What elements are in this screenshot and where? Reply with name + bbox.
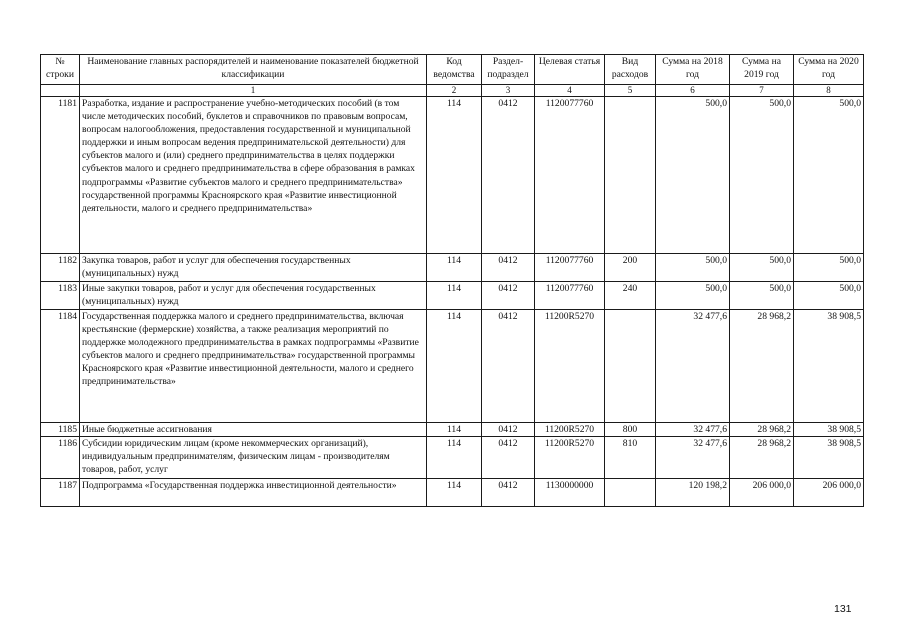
target-item: 11200R5270 (535, 310, 605, 423)
table-row (41, 479, 864, 507)
row-number: 1187 (41, 479, 80, 507)
expense-kind: 240 (605, 282, 656, 310)
sum-2020: 38 908,5 (794, 437, 864, 479)
dept-code: 114 (427, 479, 482, 507)
section-code: 0412 (482, 254, 535, 282)
expense-kind (605, 479, 656, 507)
page-number: 131 (834, 603, 852, 615)
row-name: Иные бюджетные ассигнования (80, 423, 427, 437)
sum-2019: 28 968,2 (730, 310, 794, 423)
table-row (41, 423, 864, 437)
table-row (41, 97, 864, 254)
dept-code: 114 (427, 97, 482, 254)
sum-2018: 32 477,6 (656, 423, 730, 437)
header-sum-2018: Сумма на 2018 год (656, 55, 730, 85)
table-row (41, 437, 864, 479)
column-number: 3 (482, 85, 535, 97)
budget-table (40, 54, 864, 507)
target-item: 11200R5270 (535, 437, 605, 479)
sum-2018: 500,0 (656, 282, 730, 310)
expense-kind: 200 (605, 254, 656, 282)
row-number: 1183 (41, 282, 80, 310)
sum-2018: 500,0 (656, 97, 730, 254)
header-section: Раздел-подраздел (482, 55, 535, 85)
header-sum-2020: Сумма на 2020 год (794, 55, 864, 85)
sum-2019: 500,0 (730, 254, 794, 282)
row-name: Государственная поддержка малого и среднего предпринимательства, включая крестьянские (фермерские) хозяйства, а также реализация мероприятий по поддержке молодежного предпринимательства в рамках подпрограммы «Развитие субъектов малого и среднего предпринимательства» государственной программы Красноярского края «Развитие инвестиционной деятельности, малого и среднего предпринимательства» (80, 310, 427, 423)
row-number: 1184 (41, 310, 80, 423)
row-number: 1186 (41, 437, 80, 479)
dept-code: 114 (427, 437, 482, 479)
column-number: 1 (80, 85, 427, 97)
sum-2019: 500,0 (730, 282, 794, 310)
row-number: 1185 (41, 423, 80, 437)
row-number: 1182 (41, 254, 80, 282)
sum-2020: 206 000,0 (794, 479, 864, 507)
row-name: Подпрограмма «Государственная поддержка инвестиционной деятельности» (80, 479, 427, 507)
sum-2018: 32 477,6 (656, 310, 730, 423)
column-number (41, 85, 80, 97)
row-name: Субсидии юридическим лицам (кроме некоммерческих организаций), индивидуальным предпринимателям, физическим лицам - производителям товаров, работ, услуг (80, 437, 427, 479)
column-number: 4 (535, 85, 605, 97)
sum-2019: 206 000,0 (730, 479, 794, 507)
dept-code: 114 (427, 423, 482, 437)
row-number: 1181 (41, 97, 80, 254)
target-item: 1130000000 (535, 479, 605, 507)
sum-2018: 120 198,2 (656, 479, 730, 507)
sum-2020: 38 908,5 (794, 423, 864, 437)
section-code: 0412 (482, 97, 535, 254)
table-row (41, 282, 864, 310)
row-name: Иные закупки товаров, работ и услуг для обеспечения государственных (муниципальных) нужд (80, 282, 427, 310)
sum-2020: 38 908,5 (794, 310, 864, 423)
column-number: 5 (605, 85, 656, 97)
target-item: 1120077760 (535, 282, 605, 310)
column-number-row (41, 85, 864, 97)
expense-kind: 810 (605, 437, 656, 479)
header-row-number: № строки (41, 55, 80, 85)
table-row (41, 310, 864, 423)
sum-2020: 500,0 (794, 254, 864, 282)
sum-2020: 500,0 (794, 97, 864, 254)
row-name: Разработка, издание и распространение учебно-методических пособий (в том числе методических пособий, буклетов и справочников по правовым вопросам, вопросам налогообложения, предоставления государственной и муниципальной поддержки и иным вопросам ведения предпринимательской деятельности) для субъектов малого и (или) среднего предпринимательства в целях поддержки субъектов малого и среднего предпринимательства в сфере образования в рамках подпрограммы «Развитие субъектов малого и среднего предпринимательства» государственной программы Красноярского края «Развитие инвестиционной деятельности, малого и среднего предпринимательства» (80, 97, 427, 254)
expense-kind (605, 310, 656, 423)
section-code: 0412 (482, 282, 535, 310)
expense-kind: 800 (605, 423, 656, 437)
section-code: 0412 (482, 479, 535, 507)
table-row (41, 254, 864, 282)
header-expense-kind: Вид расходов (605, 55, 656, 85)
sum-2019: 500,0 (730, 97, 794, 254)
dept-code: 114 (427, 282, 482, 310)
row-name: Закупка товаров, работ и услуг для обеспечения государственных (муниципальных) нужд (80, 254, 427, 282)
expense-kind (605, 97, 656, 254)
header-target-item: Целевая статья (535, 55, 605, 85)
column-number: 8 (794, 85, 864, 97)
header-row (41, 55, 864, 85)
header-name: Наименование главных распорядителей и наименование показателей бюджетной классификации (80, 55, 427, 85)
sum-2018: 32 477,6 (656, 437, 730, 479)
dept-code: 114 (427, 310, 482, 423)
dept-code: 114 (427, 254, 482, 282)
column-number: 2 (427, 85, 482, 97)
sum-2019: 28 968,2 (730, 423, 794, 437)
sum-2018: 500,0 (656, 254, 730, 282)
column-number: 7 (730, 85, 794, 97)
target-item: 1120077760 (535, 97, 605, 254)
column-number: 6 (656, 85, 730, 97)
target-item: 1120077760 (535, 254, 605, 282)
target-item: 11200R5270 (535, 423, 605, 437)
section-code: 0412 (482, 310, 535, 423)
header-dept-code: Код ведомства (427, 55, 482, 85)
header-sum-2019: Сумма на 2019 год (730, 55, 794, 85)
section-code: 0412 (482, 437, 535, 479)
sum-2020: 500,0 (794, 282, 864, 310)
sum-2019: 28 968,2 (730, 437, 794, 479)
section-code: 0412 (482, 423, 535, 437)
